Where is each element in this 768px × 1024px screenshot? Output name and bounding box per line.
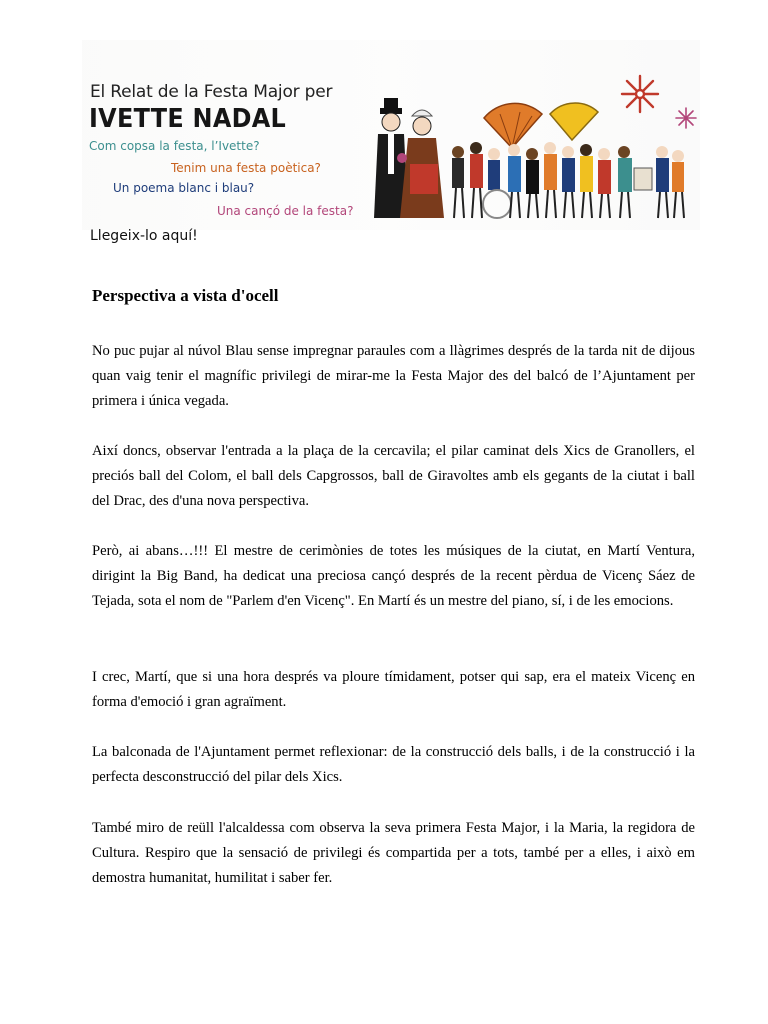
banner-question-1: Com copsa la festa, l’Ivette? — [89, 139, 260, 153]
banner-author-name: IVETTE NADAL — [89, 104, 287, 134]
article-paragraph: No puc pujar al núvol Blau sense impregnar paraules com a llàgrimes després de la tarda nit de dijous quan vaig tenir el magnífic privilegi de mirar-me la Festa Major des del balcó de l’Ajuntament per primera i única vegada. — [92, 343, 695, 410]
article-paragraph: També miro de reüll l'alcaldessa com observa la seva primera Festa Major, i la Maria, la regidora de Cultura. Respiro que la sensació de privilegi és compartida per a tots, també per a elles, i això em demostra humanitat, humilitat i saber fer. — [92, 820, 695, 887]
festa-parade-illustration — [372, 68, 700, 228]
giant-figure-icon — [374, 98, 444, 218]
banner-question-3: Un poema blanc i blau? — [113, 181, 255, 195]
article-paragraph: La balconada de l'Ajuntament permet reflexionar: de la construcció dels balls, i de la construcció i la perfecta desconstrucció del pilar dels Xics. — [92, 744, 695, 786]
article-paragraph: I crec, Martí, que si una hora després va ploure tímidament, potser qui sap, era el mateix Vicenç en forma d'emoció i gran agraïment. — [92, 669, 695, 711]
article-paragraph: Però, ai abans…!!! El mestre de cerimònies de totes les músiques de la ciutat, en Martí Ventura, dirigint la Big Band, ha dedicat una preciosa cançó després de la recent pèrdua de Vicenç Sáez de Tejada, sota el nom de "Parlem d'en Vicenç". En Martí és un mestre del piano, sí, i de les emocions. — [92, 543, 695, 610]
dancers-group-icon — [452, 142, 684, 218]
firework-icon — [622, 76, 658, 112]
banner-question-4: Una cançó de la festa? — [217, 204, 354, 218]
fan-icon — [484, 103, 598, 148]
small-firework-icon — [676, 108, 696, 128]
article-paragraph: Així doncs, observar l'entrada a la plaça de la cercavila; el pilar caminat dels Xics de Granollers, el preciós ball del Colom, el ball dels Capgrossos, ball de Giravoltes amb els gegants de la ciutat i ball del Drac, des d'una nova perspectiva. — [92, 443, 695, 510]
article-title: Perspectiva a vista d'ocell — [92, 286, 279, 305]
banner-question-2: Tenim una festa poètica? — [171, 161, 321, 175]
banner-heading: El Relat de la Festa Major per — [90, 82, 333, 102]
read-it-here-link[interactable]: Llegeix-lo aquí! — [90, 228, 198, 244]
festa-major-banner[interactable] — [82, 40, 700, 244]
